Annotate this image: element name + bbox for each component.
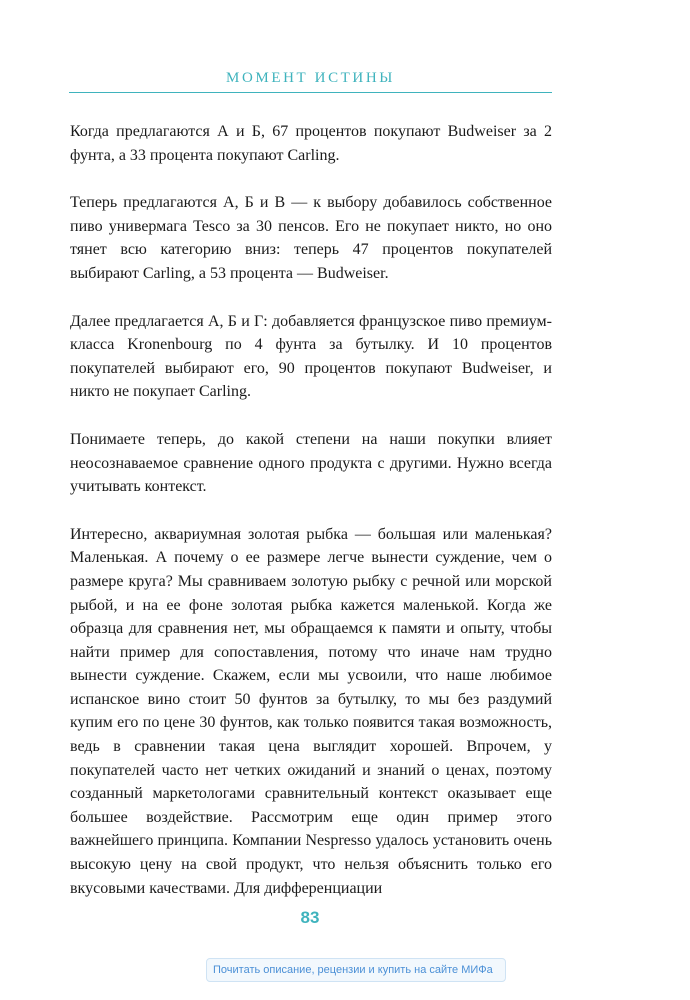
body-text <box>70 120 552 924</box>
paragraph: Когда предлагаются А и Б, 67 процентов покупают Budweiser за 2 фунта, а 33 процента покупают Carling. <box>70 123 552 164</box>
header-rule <box>69 92 552 93</box>
page-number: 83 <box>300 908 320 927</box>
paragraph: Интересно, аквариумная золотая рыбка — большая или маленькая? Маленькая. А почему о ее размере легче вынести суждение, чем о размере круга? Мы сравниваем золотую рыбку с речной или морской рыбой, и на ее фоне золотая рыбка кажется маленькой. Когда же образца для сравнения нет, мы обращаемся к памяти и опыту, чтобы найти пример для сопоставления, потому что иначе нам трудно вынести суждение. Скажем, если мы усвоили, что наше любимое испанское вино стоит 50 фунтов за бутылку, то мы без раздумий купим его по цене 30 фунтов, как только появится такая возможность, ведь в сравнении такая цена выглядит хорошей. Впрочем, у покупателей часто нет четких ожиданий и знаний о ценах, поэтому созданный маркетологами сравнительный контекст оказывает еще большее воздействие. Рассмотрим еще один пример этого важнейшего принципа. Компании Nespresso удалось установить очень высокую цену на свой продукт, что нельзя объяснить только его вкусовыми качествами. Для дифференциации <box>70 525 552 897</box>
paragraph: Далее предлагается А, Б и Г: добавляется французское пиво премиум-класса Kronenbourg по 4 фунта за бутылку. И 10 процентов покупателей выбирают его, 90 процентов покупают Budweiser, и никто не покупает Carling. <box>70 312 552 401</box>
running-head: МОМЕНТ ИСТИНЫ <box>226 70 395 86</box>
paragraph: Теперь предлагаются А, Б и В — к выбору добавилось собственное пиво универмага Tesco за 30 пенсов. Его не покупает никто, но оно тянет всю категорию вниз: теперь 47 процентов покупателей выбирают Carling, а 53 процента — Budweiser. <box>70 194 552 282</box>
buy-on-mif-link[interactable]: Почитать описание, рецензии и купить на сайте МИФа <box>206 958 506 982</box>
paragraph: Понимаете теперь, до какой степени на наши покупки влияет неосознаваемое сравнение одного продукта с другими. Нужно всегда учитывать контекст. <box>70 430 552 496</box>
